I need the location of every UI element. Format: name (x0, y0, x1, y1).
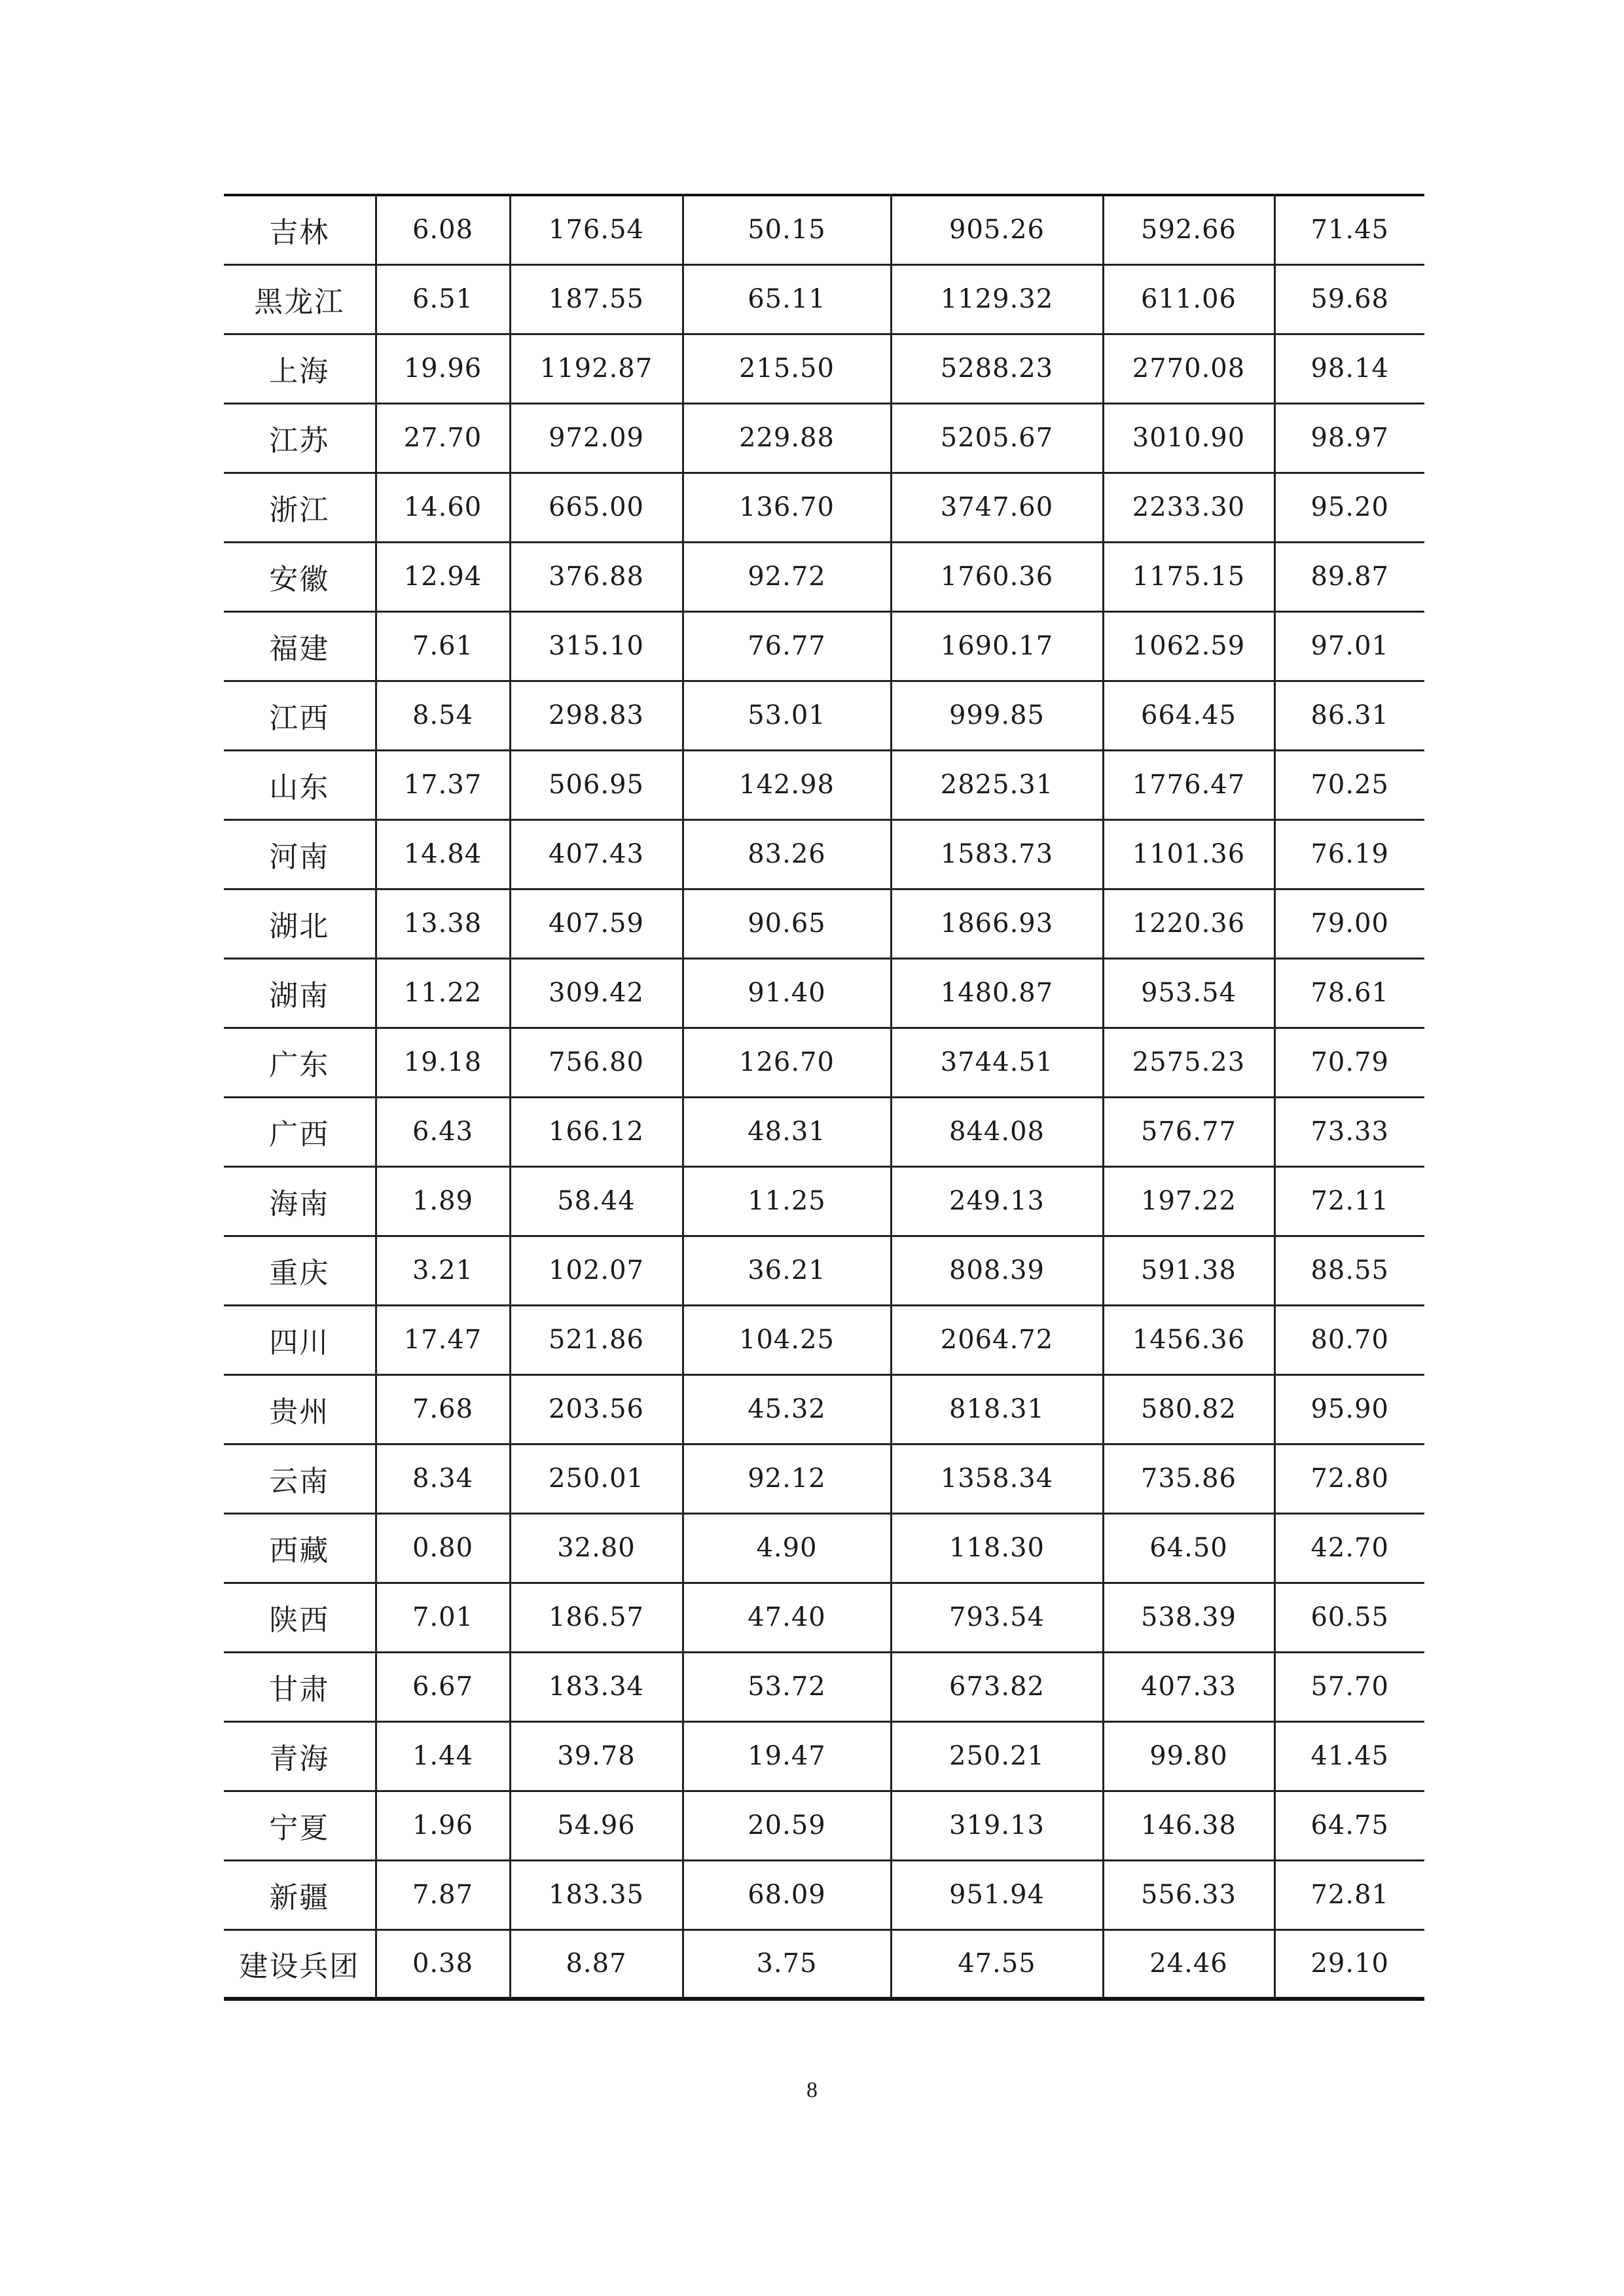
value-cell: 7.87 (376, 1860, 510, 1929)
region-name-cell: 甘肃 (224, 1652, 376, 1721)
value-cell: 319.13 (891, 1791, 1103, 1860)
value-cell: 12.94 (376, 542, 510, 611)
value-cell: 24.46 (1103, 1929, 1274, 1999)
value-cell: 972.09 (510, 403, 683, 473)
value-cell: 3010.90 (1103, 403, 1274, 473)
region-name-cell: 陕西 (224, 1583, 376, 1652)
value-cell: 4.90 (683, 1513, 891, 1583)
value-cell: 13.38 (376, 889, 510, 958)
region-name-cell: 新疆 (224, 1860, 376, 1929)
region-name-cell: 广西 (224, 1097, 376, 1166)
value-cell: 72.81 (1274, 1860, 1424, 1929)
value-cell: 76.77 (683, 611, 891, 681)
region-name-cell: 吉林 (224, 195, 376, 264)
table-row (224, 1860, 1424, 1929)
table-row (224, 1028, 1424, 1097)
region-name-cell: 宁夏 (224, 1791, 376, 1860)
value-cell: 7.01 (376, 1583, 510, 1652)
value-cell: 1358.34 (891, 1444, 1103, 1513)
table-row (224, 542, 1424, 611)
value-cell: 41.45 (1274, 1721, 1424, 1791)
value-cell: 64.75 (1274, 1791, 1424, 1860)
value-cell: 808.39 (891, 1236, 1103, 1305)
value-cell: 5205.67 (891, 403, 1103, 473)
table-row (224, 1791, 1424, 1860)
value-cell: 673.82 (891, 1652, 1103, 1721)
region-name-cell: 广东 (224, 1028, 376, 1097)
value-cell: 58.44 (510, 1166, 683, 1236)
value-cell: 1101.36 (1103, 819, 1274, 889)
value-cell: 506.95 (510, 750, 683, 819)
value-cell: 88.55 (1274, 1236, 1424, 1305)
value-cell: 1760.36 (891, 542, 1103, 611)
value-cell: 1776.47 (1103, 750, 1274, 819)
value-cell: 104.25 (683, 1305, 891, 1374)
region-name-cell: 河南 (224, 819, 376, 889)
value-cell: 59.68 (1274, 264, 1424, 334)
value-cell: 14.60 (376, 473, 510, 542)
value-cell: 556.33 (1103, 1860, 1274, 1929)
table-row (224, 1236, 1424, 1305)
value-cell: 1.96 (376, 1791, 510, 1860)
table-row (224, 1374, 1424, 1444)
value-cell: 27.70 (376, 403, 510, 473)
value-cell: 951.94 (891, 1860, 1103, 1929)
value-cell: 229.88 (683, 403, 891, 473)
value-cell: 0.80 (376, 1513, 510, 1583)
value-cell: 0.38 (376, 1929, 510, 1999)
value-cell: 39.78 (510, 1721, 683, 1791)
value-cell: 17.47 (376, 1305, 510, 1374)
value-cell: 36.21 (683, 1236, 891, 1305)
table-row (224, 889, 1424, 958)
value-cell: 78.61 (1274, 958, 1424, 1028)
value-cell: 665.00 (510, 473, 683, 542)
value-cell: 70.25 (1274, 750, 1424, 819)
value-cell: 98.14 (1274, 334, 1424, 403)
value-cell: 68.09 (683, 1860, 891, 1929)
region-name-cell: 四川 (224, 1305, 376, 1374)
table-row (224, 403, 1424, 473)
table-row (224, 1444, 1424, 1513)
value-cell: 250.01 (510, 1444, 683, 1513)
table-row (224, 195, 1424, 264)
value-cell: 91.40 (683, 958, 891, 1028)
table-row (224, 750, 1424, 819)
value-cell: 250.21 (891, 1721, 1103, 1791)
value-cell: 8.87 (510, 1929, 683, 1999)
value-cell: 80.70 (1274, 1305, 1424, 1374)
value-cell: 1690.17 (891, 611, 1103, 681)
value-cell: 8.34 (376, 1444, 510, 1513)
region-name-cell: 建设兵团 (224, 1929, 376, 1999)
value-cell: 5288.23 (891, 334, 1103, 403)
value-cell: 64.50 (1103, 1513, 1274, 1583)
value-cell: 735.86 (1103, 1444, 1274, 1513)
value-cell: 92.12 (683, 1444, 891, 1513)
table-row (224, 334, 1424, 403)
value-cell: 76.19 (1274, 819, 1424, 889)
region-name-cell: 江西 (224, 681, 376, 750)
table-row (224, 264, 1424, 334)
value-cell: 176.54 (510, 195, 683, 264)
province-statistics-table (224, 194, 1424, 2001)
value-cell: 79.00 (1274, 889, 1424, 958)
value-cell: 42.70 (1274, 1513, 1424, 1583)
table-row (224, 1097, 1424, 1166)
value-cell: 142.98 (683, 750, 891, 819)
table-row (224, 473, 1424, 542)
value-cell: 11.25 (683, 1166, 891, 1236)
value-cell: 48.31 (683, 1097, 891, 1166)
region-name-cell: 贵州 (224, 1374, 376, 1444)
value-cell: 3744.51 (891, 1028, 1103, 1097)
value-cell: 95.20 (1274, 473, 1424, 542)
value-cell: 309.42 (510, 958, 683, 1028)
value-cell: 126.70 (683, 1028, 891, 1097)
value-cell: 186.57 (510, 1583, 683, 1652)
table-row (224, 1305, 1424, 1374)
table-row (224, 611, 1424, 681)
value-cell: 118.30 (891, 1513, 1103, 1583)
region-name-cell: 江苏 (224, 403, 376, 473)
value-cell: 407.33 (1103, 1652, 1274, 1721)
value-cell: 11.22 (376, 958, 510, 1028)
table-row (224, 1513, 1424, 1583)
table-row (224, 1721, 1424, 1791)
region-name-cell: 云南 (224, 1444, 376, 1513)
value-cell: 17.37 (376, 750, 510, 819)
value-cell: 50.15 (683, 195, 891, 264)
value-cell: 1456.36 (1103, 1305, 1274, 1374)
table-row (224, 1166, 1424, 1236)
value-cell: 905.26 (891, 195, 1103, 264)
value-cell: 19.18 (376, 1028, 510, 1097)
region-name-cell: 青海 (224, 1721, 376, 1791)
value-cell: 86.31 (1274, 681, 1424, 750)
value-cell: 2233.30 (1103, 473, 1274, 542)
value-cell: 19.47 (683, 1721, 891, 1791)
value-cell: 102.07 (510, 1236, 683, 1305)
value-cell: 14.84 (376, 819, 510, 889)
value-cell: 1220.36 (1103, 889, 1274, 958)
value-cell: 818.31 (891, 1374, 1103, 1444)
value-cell: 19.96 (376, 334, 510, 403)
value-cell: 72.80 (1274, 1444, 1424, 1513)
value-cell: 315.10 (510, 611, 683, 681)
value-cell: 844.08 (891, 1097, 1103, 1166)
value-cell: 97.01 (1274, 611, 1424, 681)
value-cell: 2770.08 (1103, 334, 1274, 403)
value-cell: 3.21 (376, 1236, 510, 1305)
region-name-cell: 福建 (224, 611, 376, 681)
value-cell: 376.88 (510, 542, 683, 611)
value-cell: 1583.73 (891, 819, 1103, 889)
value-cell: 521.86 (510, 1305, 683, 1374)
value-cell: 1866.93 (891, 889, 1103, 958)
value-cell: 538.39 (1103, 1583, 1274, 1652)
value-cell: 611.06 (1103, 264, 1274, 334)
value-cell: 1129.32 (891, 264, 1103, 334)
value-cell: 2064.72 (891, 1305, 1103, 1374)
table-row (224, 1652, 1424, 1721)
value-cell: 407.59 (510, 889, 683, 958)
value-cell: 1480.87 (891, 958, 1103, 1028)
value-cell: 6.43 (376, 1097, 510, 1166)
value-cell: 298.83 (510, 681, 683, 750)
value-cell: 1.89 (376, 1166, 510, 1236)
value-cell: 54.96 (510, 1791, 683, 1860)
value-cell: 65.11 (683, 264, 891, 334)
region-name-cell: 安徽 (224, 542, 376, 611)
value-cell: 591.38 (1103, 1236, 1274, 1305)
value-cell: 89.87 (1274, 542, 1424, 611)
region-name-cell: 浙江 (224, 473, 376, 542)
value-cell: 7.68 (376, 1374, 510, 1444)
value-cell: 70.79 (1274, 1028, 1424, 1097)
table-row (224, 1929, 1424, 1999)
value-cell: 197.22 (1103, 1166, 1274, 1236)
value-cell: 215.50 (683, 334, 891, 403)
value-cell: 99.80 (1103, 1721, 1274, 1791)
table-row (224, 819, 1424, 889)
value-cell: 83.26 (683, 819, 891, 889)
value-cell: 98.97 (1274, 403, 1424, 473)
region-name-cell: 海南 (224, 1166, 376, 1236)
table-body (224, 195, 1424, 1999)
value-cell: 756.80 (510, 1028, 683, 1097)
value-cell: 793.54 (891, 1583, 1103, 1652)
value-cell: 183.34 (510, 1652, 683, 1721)
value-cell: 136.70 (683, 473, 891, 542)
value-cell: 53.72 (683, 1652, 891, 1721)
value-cell: 576.77 (1103, 1097, 1274, 1166)
value-cell: 95.90 (1274, 1374, 1424, 1444)
value-cell: 45.32 (683, 1374, 891, 1444)
region-name-cell: 山东 (224, 750, 376, 819)
value-cell: 6.51 (376, 264, 510, 334)
region-name-cell: 上海 (224, 334, 376, 403)
value-cell: 166.12 (510, 1097, 683, 1166)
value-cell: 580.82 (1103, 1374, 1274, 1444)
region-name-cell: 湖南 (224, 958, 376, 1028)
value-cell: 664.45 (1103, 681, 1274, 750)
value-cell: 592.66 (1103, 195, 1274, 264)
value-cell: 6.67 (376, 1652, 510, 1721)
value-cell: 6.08 (376, 195, 510, 264)
value-cell: 57.70 (1274, 1652, 1424, 1721)
value-cell: 249.13 (891, 1166, 1103, 1236)
value-cell: 146.38 (1103, 1791, 1274, 1860)
table-row (224, 681, 1424, 750)
value-cell: 32.80 (510, 1513, 683, 1583)
value-cell: 60.55 (1274, 1583, 1424, 1652)
region-name-cell: 西藏 (224, 1513, 376, 1583)
value-cell: 3.75 (683, 1929, 891, 1999)
value-cell: 47.55 (891, 1929, 1103, 1999)
value-cell: 1192.87 (510, 334, 683, 403)
value-cell: 71.45 (1274, 195, 1424, 264)
table-row (224, 1583, 1424, 1652)
value-cell: 2825.31 (891, 750, 1103, 819)
value-cell: 92.72 (683, 542, 891, 611)
value-cell: 1062.59 (1103, 611, 1274, 681)
region-name-cell: 重庆 (224, 1236, 376, 1305)
value-cell: 7.61 (376, 611, 510, 681)
value-cell: 20.59 (683, 1791, 891, 1860)
value-cell: 953.54 (1103, 958, 1274, 1028)
table-row (224, 958, 1424, 1028)
value-cell: 29.10 (1274, 1929, 1424, 1999)
region-name-cell: 黑龙江 (224, 264, 376, 334)
value-cell: 183.35 (510, 1860, 683, 1929)
value-cell: 203.56 (510, 1374, 683, 1444)
region-name-cell: 湖北 (224, 889, 376, 958)
value-cell: 73.33 (1274, 1097, 1424, 1166)
value-cell: 999.85 (891, 681, 1103, 750)
value-cell: 1175.15 (1103, 542, 1274, 611)
value-cell: 1.44 (376, 1721, 510, 1791)
value-cell: 407.43 (510, 819, 683, 889)
value-cell: 187.55 (510, 264, 683, 334)
page-number: 8 (806, 2078, 818, 2102)
value-cell: 47.40 (683, 1583, 891, 1652)
value-cell: 53.01 (683, 681, 891, 750)
value-cell: 90.65 (683, 889, 891, 958)
value-cell: 2575.23 (1103, 1028, 1274, 1097)
value-cell: 72.11 (1274, 1166, 1424, 1236)
value-cell: 3747.60 (891, 473, 1103, 542)
value-cell: 8.54 (376, 681, 510, 750)
